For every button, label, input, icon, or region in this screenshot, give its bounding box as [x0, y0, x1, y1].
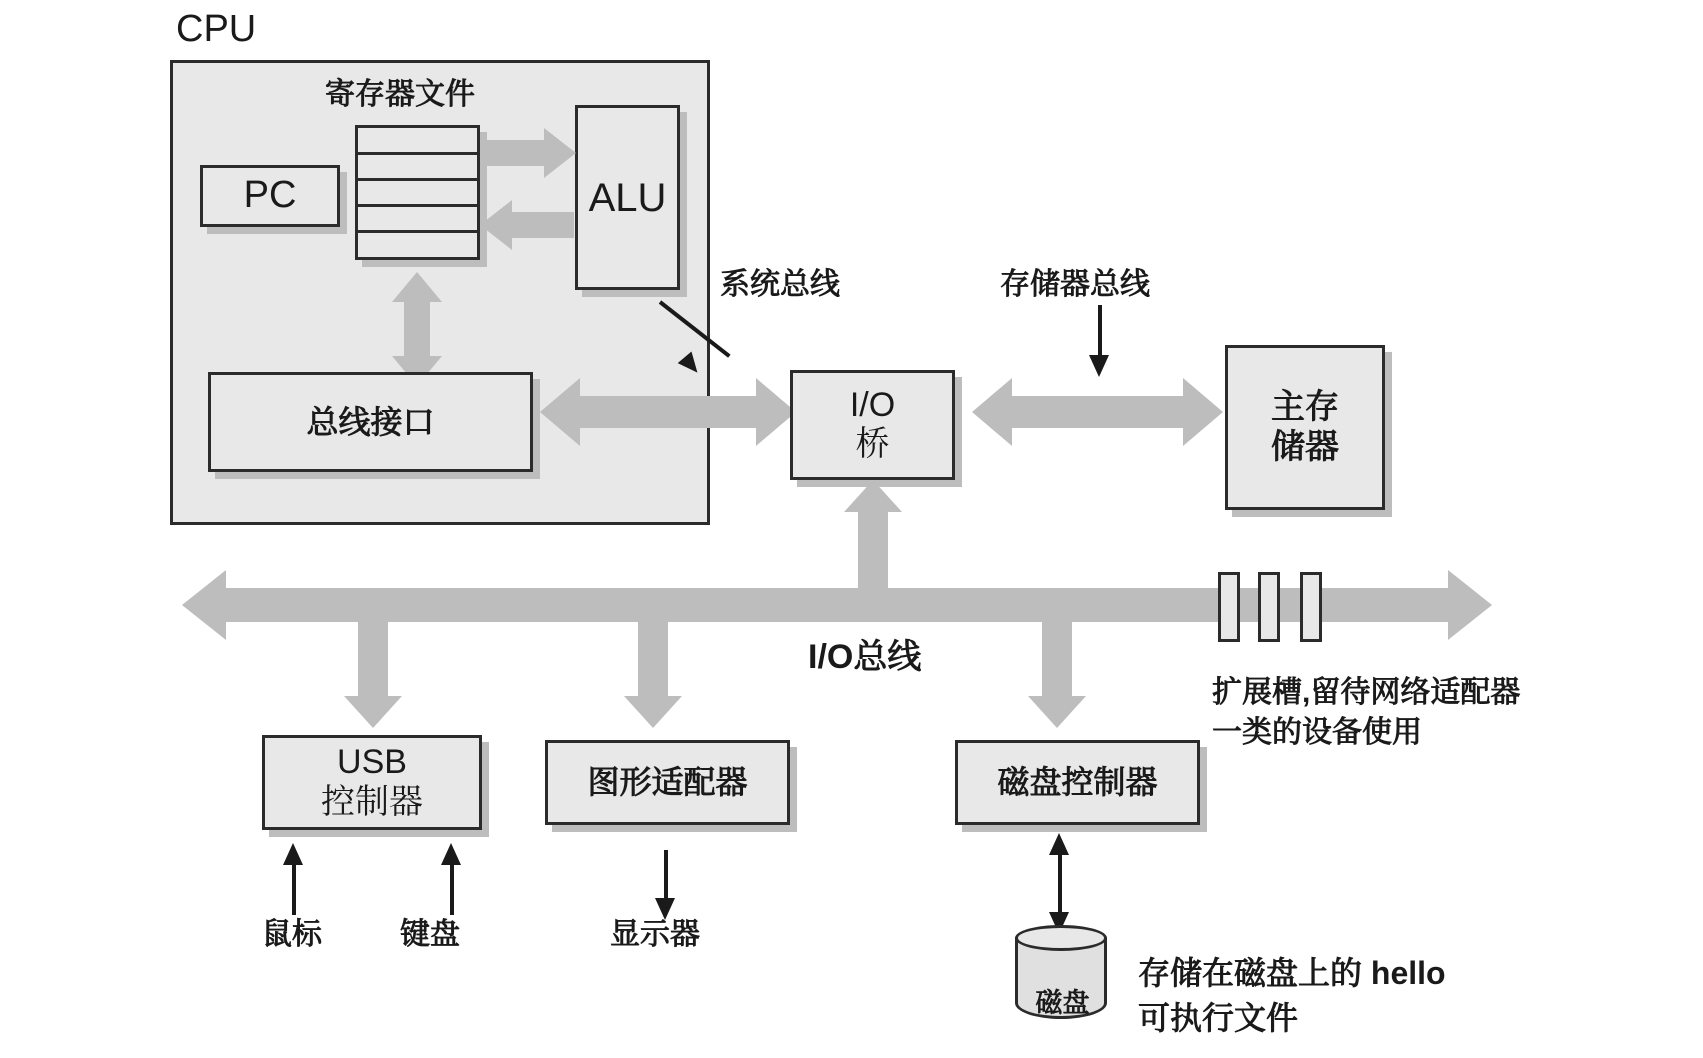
system-bus-arrow-head-left — [540, 378, 580, 446]
cpu-label: CPU — [176, 8, 257, 50]
bus-interface-box: 总线接口 — [208, 372, 533, 472]
main-memory-box — [1225, 345, 1385, 510]
expansion-slot-1 — [1218, 572, 1240, 642]
expansion-slot-3 — [1300, 572, 1322, 642]
disk-link-line — [1058, 845, 1062, 920]
register-file-label: 寄存器文件 — [325, 78, 475, 111]
main-memory-line1: 主存 — [1271, 388, 1339, 427]
io-bridge-to-io-bus-shaft — [858, 510, 888, 595]
io-bus-to-disk-controller-arrow-head — [1028, 696, 1086, 728]
pc-box: PC — [200, 165, 340, 227]
io-bridge-label-line2: 桥 — [855, 425, 890, 463]
memory-bus-arrow-head-right — [1183, 378, 1223, 446]
usb-label-line1: USB — [337, 743, 407, 782]
disk-note-line2: 可执行文件 — [1138, 1000, 1299, 1036]
io-bridge-label-line1: I/O — [849, 385, 896, 424]
keyboard-label: 键盘 — [400, 918, 460, 951]
io-bus-to-graphics-arrow-head — [624, 696, 682, 728]
memory-bus-arrow-head-left — [972, 378, 1012, 446]
regfile-bus-interface-arrow-head-up — [392, 272, 442, 302]
expansion-slot-2 — [1258, 572, 1280, 642]
alu-to-regfile-arrow-shaft — [512, 212, 574, 238]
io-bus-arrow-head-left — [182, 570, 226, 640]
io-bus-arrow-head-right — [1448, 570, 1492, 640]
io-bus-to-graphics-shaft — [638, 620, 668, 698]
display-label: 显示器 — [610, 918, 700, 951]
mouse-arrow-head — [283, 843, 303, 865]
disk-link-arrow-head-up — [1049, 833, 1069, 855]
main-memory-line2: 储器 — [1271, 427, 1339, 466]
alu-box: ALU — [575, 105, 680, 290]
io-bus-to-usb-arrow-head — [344, 696, 402, 728]
register-file-box — [355, 125, 480, 260]
mouse-label: 鼠标 — [262, 918, 322, 951]
io-bus-label: I/O总线 — [808, 638, 922, 676]
memory-bus-leader-line — [1098, 305, 1102, 357]
display-line — [664, 850, 668, 902]
memory-bus-shaft — [1010, 396, 1185, 428]
expansion-note-line2: 一类的设备使用 — [1212, 716, 1422, 749]
disk-note-line1: 存储在磁盘上的 hello — [1138, 955, 1446, 991]
usb-controller-box — [262, 735, 482, 830]
usb-label-line2: 控制器 — [321, 782, 423, 821]
io-bridge-box — [790, 370, 955, 480]
system-bus-shaft — [578, 396, 758, 428]
memory-bus-leader-arrow-head — [1089, 355, 1109, 377]
regfile-to-alu-arrow-shaft — [482, 140, 544, 166]
system-bus-label: 系统总线 — [720, 268, 840, 301]
io-bus-to-usb-shaft — [358, 620, 388, 698]
disk-controller-box: 磁盘控制器 — [955, 740, 1200, 825]
io-bridge-to-io-bus-arrow-head — [844, 480, 902, 512]
alu-to-regfile-arrow-head — [480, 200, 512, 250]
regfile-bus-interface-arrow-shaft — [404, 300, 430, 358]
memory-bus-label: 存储器总线 — [1000, 268, 1150, 301]
io-bus-to-disk-controller-shaft — [1042, 620, 1072, 698]
expansion-note-line1: 扩展槽,留待网络适配器 — [1212, 676, 1521, 709]
keyboard-arrow-head — [441, 843, 461, 865]
regfile-to-alu-arrow-head — [544, 128, 576, 178]
graphics-adapter-box: 图形适配器 — [545, 740, 790, 825]
disk-label: 磁盘 — [1035, 988, 1090, 1018]
display-arrow-head — [655, 898, 675, 920]
